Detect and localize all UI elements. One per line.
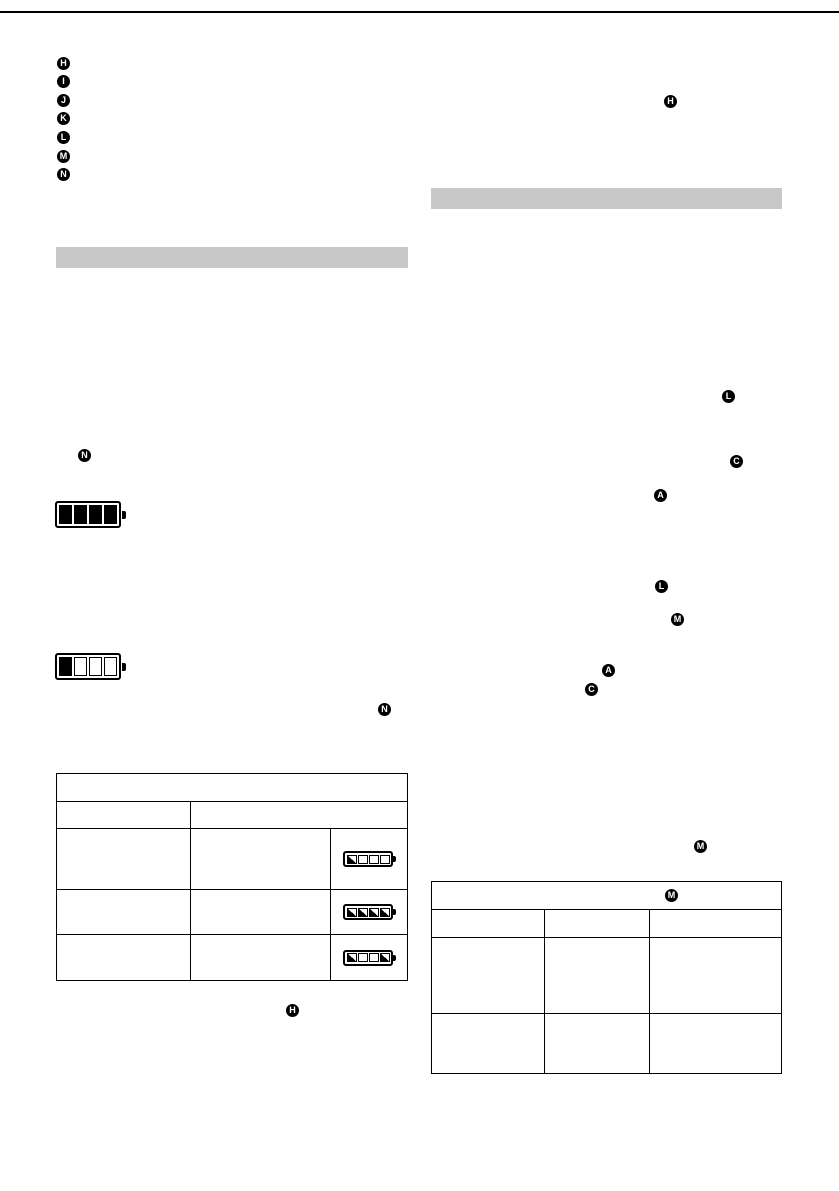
marker-l-icon: L xyxy=(57,131,70,144)
marker-m-icon: M xyxy=(665,889,678,902)
marker-m-icon: M xyxy=(694,840,707,853)
marker-j-icon: J xyxy=(57,94,70,107)
table-cell xyxy=(57,829,191,890)
table-header xyxy=(650,910,782,938)
table-cell xyxy=(57,935,191,981)
table-cell xyxy=(650,1014,782,1074)
table-title xyxy=(432,882,782,910)
table-cell xyxy=(191,935,331,981)
battery-low-icon xyxy=(55,653,121,680)
table-title xyxy=(57,774,408,802)
section-header-bar-left xyxy=(56,247,408,268)
table-cell xyxy=(545,1014,650,1074)
battery-full-icon xyxy=(55,501,121,528)
marker-m-icon: M xyxy=(57,150,70,163)
marker-i-icon: I xyxy=(57,75,70,88)
marker-k-icon: K xyxy=(57,112,70,125)
marker-n-icon: N xyxy=(57,168,70,181)
marker-n-icon: N xyxy=(378,703,391,716)
marker-h-icon: H xyxy=(664,95,677,108)
table-cell xyxy=(432,938,545,1014)
table-row xyxy=(432,1014,782,1074)
section-header-bar-right xyxy=(431,188,782,209)
table-row xyxy=(57,935,408,981)
marker-l-icon: L xyxy=(722,390,735,403)
table-cell xyxy=(432,1014,545,1074)
marker-a-icon: A xyxy=(602,664,615,677)
table-row xyxy=(57,829,408,890)
battery-charging-4-icon xyxy=(343,904,393,920)
battery-error-icon xyxy=(343,950,393,966)
table-cell xyxy=(650,938,782,1014)
table-cell xyxy=(191,829,331,890)
table-cell xyxy=(191,890,331,935)
marker-c-icon: C xyxy=(730,455,743,468)
table-row xyxy=(57,890,408,935)
top-rule xyxy=(0,11,839,13)
table-header xyxy=(191,802,408,829)
table-cell xyxy=(57,890,191,935)
marker-l-icon: L xyxy=(655,580,668,593)
marker-n-icon: N xyxy=(78,449,91,462)
marker-h-icon: H xyxy=(286,1004,299,1017)
table-cell xyxy=(545,938,650,1014)
battery-charging-1-icon xyxy=(343,851,393,867)
battery-status-table xyxy=(56,773,408,981)
marker-a-icon: A xyxy=(654,489,667,502)
table-header xyxy=(432,910,545,938)
marker-h-icon: H xyxy=(57,57,70,70)
marker-m-icon: M xyxy=(671,613,684,626)
table-row xyxy=(432,938,782,1014)
table-header xyxy=(545,910,650,938)
table-header xyxy=(57,802,191,829)
mode-table xyxy=(431,881,782,1074)
marker-c-icon: C xyxy=(585,683,598,696)
